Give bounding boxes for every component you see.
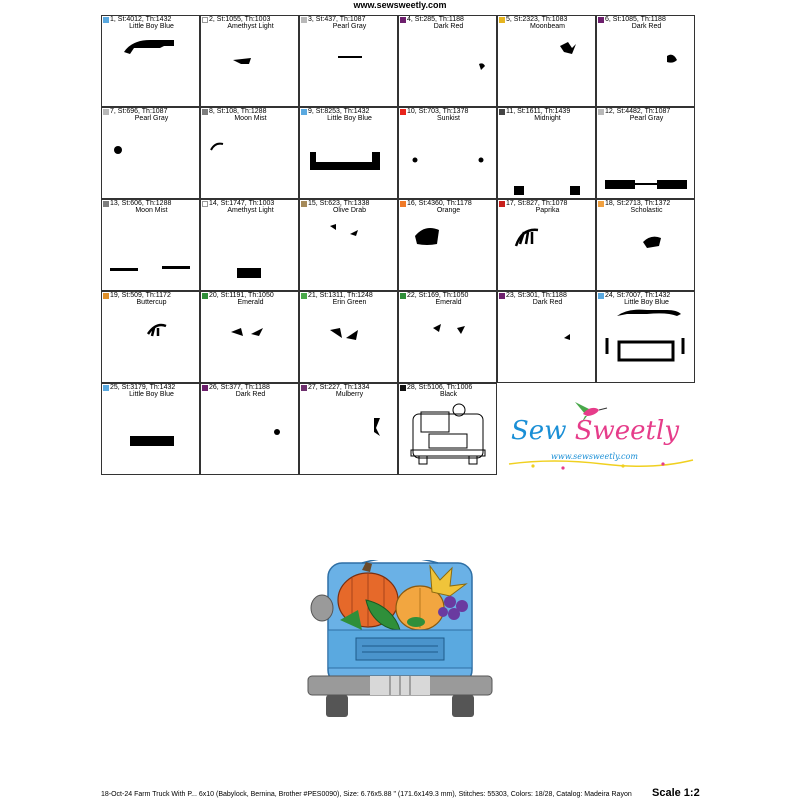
stitch-shape-preview <box>102 384 200 475</box>
design-preview <box>300 560 500 720</box>
stitch-shape-preview <box>102 200 200 291</box>
stitch-shape-preview <box>102 292 200 383</box>
stitch-shape-preview <box>597 108 695 199</box>
color-cell-thread-name: Amethyst Light <box>227 23 274 30</box>
logo-url: www.sewsweetly.com <box>551 452 638 461</box>
color-cell-stats: 18, St:2713, Th:1372 <box>605 200 671 207</box>
stitch-shape-preview <box>498 200 596 291</box>
stitch-shape-preview <box>102 16 200 107</box>
logo-wordmark <box>511 416 679 446</box>
color-cell-stats: 24, St:7007, Th:1432 <box>605 292 671 299</box>
color-cell-stats: 1, St:4012, Th:1432 <box>110 16 172 23</box>
site-url[interactable]: www.sewsweetly.com <box>353 0 447 10</box>
color-cell-stats: 6, St:1085, Th:1188 <box>605 16 666 23</box>
color-cell-thread-name: Little Boy Blue <box>129 391 174 398</box>
color-cell-thread-name: Olive Drab <box>332 207 367 214</box>
stitch-shape-preview <box>102 108 200 199</box>
color-cell-stats: 28, St:5106, Th:1006 <box>407 384 473 391</box>
color-cell <box>596 291 695 383</box>
stitch-shape-preview <box>300 384 398 475</box>
color-cell-thread-name: Pearl Gray <box>332 23 367 30</box>
color-cell-stats: 26, St:377, Th:1188 <box>209 384 270 391</box>
logo-word-sew: Sew <box>511 416 567 446</box>
color-cell-stats: 3, St:437, Th:1087 <box>308 16 366 23</box>
color-cell-stats: 21, St:1311, Th:1248 <box>308 292 373 299</box>
color-cell <box>200 291 299 383</box>
stitch-shape-preview <box>498 16 596 107</box>
stitch-shape-preview <box>399 384 497 475</box>
color-cell <box>596 107 695 199</box>
color-cell-thread-name: Pearl Gray <box>134 115 169 122</box>
color-cell-thread-name: Pearl Gray <box>629 115 664 122</box>
stitch-shape-preview <box>201 108 299 199</box>
color-cell <box>398 291 497 383</box>
stitch-shape-preview <box>300 200 398 291</box>
color-cell-thread-name: Little Boy Blue <box>624 299 669 306</box>
color-cell-stats: 15, St:623, Th:1338 <box>308 200 370 207</box>
stitch-shape-preview <box>597 200 695 291</box>
color-cell-thread-name: Little Boy Blue <box>327 115 372 122</box>
color-cell-thread-name: Emerald <box>237 299 264 306</box>
stitch-shape-preview <box>300 108 398 199</box>
color-cell-stats: 27, St:227, Th:1334 <box>308 384 370 391</box>
stitch-shape-preview <box>498 108 596 199</box>
color-cell <box>299 15 398 107</box>
stitch-shape-preview <box>597 292 695 383</box>
footer-info: 18-Oct-24 Farm Truck With P... 6x10 (Babylock, Bernina, Brother #PES0090), Size: 6.76x5.88 " (171.6x149.3 mm), Stitches: 55303, Colors: 18/28, Catalog: Madeira Rayon <box>101 791 632 798</box>
color-cell-thread-name: Moon Mist <box>135 207 168 214</box>
color-cell-thread-name: Dark Red <box>631 23 662 30</box>
stitch-shape-preview <box>201 200 299 291</box>
color-cell-thread-name: Erin Green <box>332 299 367 306</box>
color-cell-stats: 10, St:703, Th:1378 <box>407 108 469 115</box>
color-cell-thread-name: Dark Red <box>532 299 563 306</box>
stitch-shape-preview <box>300 16 398 107</box>
color-cell <box>101 383 200 475</box>
color-cell <box>596 15 695 107</box>
color-cell-stats: 12, St:4482, Th:1087 <box>605 108 671 115</box>
color-cell-thread-name: Dark Red <box>235 391 266 398</box>
color-cell-stats: 11, St:1611, Th:1439 <box>506 108 571 115</box>
color-cell <box>497 291 596 383</box>
color-cell-stats: 19, St:509, Th:1172 <box>110 292 171 299</box>
color-cell-thread-name: Emerald <box>435 299 462 306</box>
color-cell-thread-name: Mulberry <box>335 391 364 398</box>
color-cell <box>101 199 200 291</box>
color-cell <box>497 199 596 291</box>
color-cell <box>596 199 695 291</box>
color-cell-thread-name: Little Boy Blue <box>129 23 174 30</box>
color-cell <box>200 383 299 475</box>
color-cell <box>299 291 398 383</box>
stitch-shape-preview <box>201 292 299 383</box>
color-cell <box>398 199 497 291</box>
color-cell-stats: 16, St:4360, Th:1178 <box>407 200 472 207</box>
color-cell-thread-name: Black <box>439 391 458 398</box>
color-cell <box>200 107 299 199</box>
color-cell-thread-name: Moon Mist <box>234 115 267 122</box>
color-cell <box>101 291 200 383</box>
color-cell-stats: 14, St:1747, Th:1003 <box>209 200 275 207</box>
color-cell-stats: 20, St:1191, Th:1050 <box>209 292 274 299</box>
color-cell-thread-name: Dark Red <box>433 23 464 30</box>
color-cell-stats: 25, St:3179, Th:1432 <box>110 384 176 391</box>
color-cell <box>299 383 398 475</box>
color-cell-stats: 13, St:606, Th:1288 <box>110 200 172 207</box>
sew-sweetly-logo <box>503 400 699 474</box>
color-cell-stats: 17, St:827, Th:1078 <box>506 200 568 207</box>
stitch-shape-preview <box>399 16 497 107</box>
color-cell <box>200 15 299 107</box>
color-cell <box>398 383 497 475</box>
color-cell-stats: 22, St:169, Th:1050 <box>407 292 469 299</box>
color-cell-stats: 5, St:2323, Th:1083 <box>506 16 568 23</box>
stitch-shape-preview <box>300 292 398 383</box>
color-cell <box>101 15 200 107</box>
logo-word-sweetly: Sweetly <box>574 416 680 446</box>
color-cell-stats: 7, St:696, Th:1087 <box>110 108 168 115</box>
stitch-shape-preview <box>201 16 299 107</box>
color-cell-thread-name: Amethyst Light <box>227 207 274 214</box>
color-cell <box>200 199 299 291</box>
stitch-shape-preview <box>597 16 695 107</box>
color-cell-thread-name: Scholastic <box>630 207 663 214</box>
color-cell-thread-name: Sunkist <box>437 115 460 122</box>
color-cell <box>299 107 398 199</box>
stitch-shape-preview <box>498 292 596 383</box>
stitch-shape-preview <box>201 384 299 475</box>
color-cell-stats: 4, St:285, Th:1188 <box>407 16 464 23</box>
color-cell <box>497 107 596 199</box>
stitch-shape-preview <box>399 108 497 199</box>
color-cell-stats: 9, St:8253, Th:1432 <box>308 108 370 115</box>
color-cell-stats: 8, St:108, Th:1288 <box>209 108 267 115</box>
color-cell <box>398 107 497 199</box>
color-cell-thread-name: Buttercup <box>136 299 167 306</box>
color-cell-thread-name: Moonbeam <box>529 23 566 30</box>
color-cell-thread-name: Paprika <box>535 207 560 214</box>
color-cell-thread-name: Midnight <box>534 115 561 122</box>
color-cell <box>101 107 200 199</box>
color-cell <box>497 15 596 107</box>
color-cell <box>398 15 497 107</box>
color-cell-thread-name: Orange <box>436 207 461 214</box>
scale-label: Scale 1:2 <box>652 787 700 799</box>
stitch-shape-preview <box>399 200 497 291</box>
color-cell-stats: 2, St:1055, Th:1003 <box>209 16 271 23</box>
color-cell <box>299 199 398 291</box>
stitch-shape-preview <box>399 292 497 383</box>
color-cell-stats: 23, St:301, Th:1188 <box>506 292 567 299</box>
